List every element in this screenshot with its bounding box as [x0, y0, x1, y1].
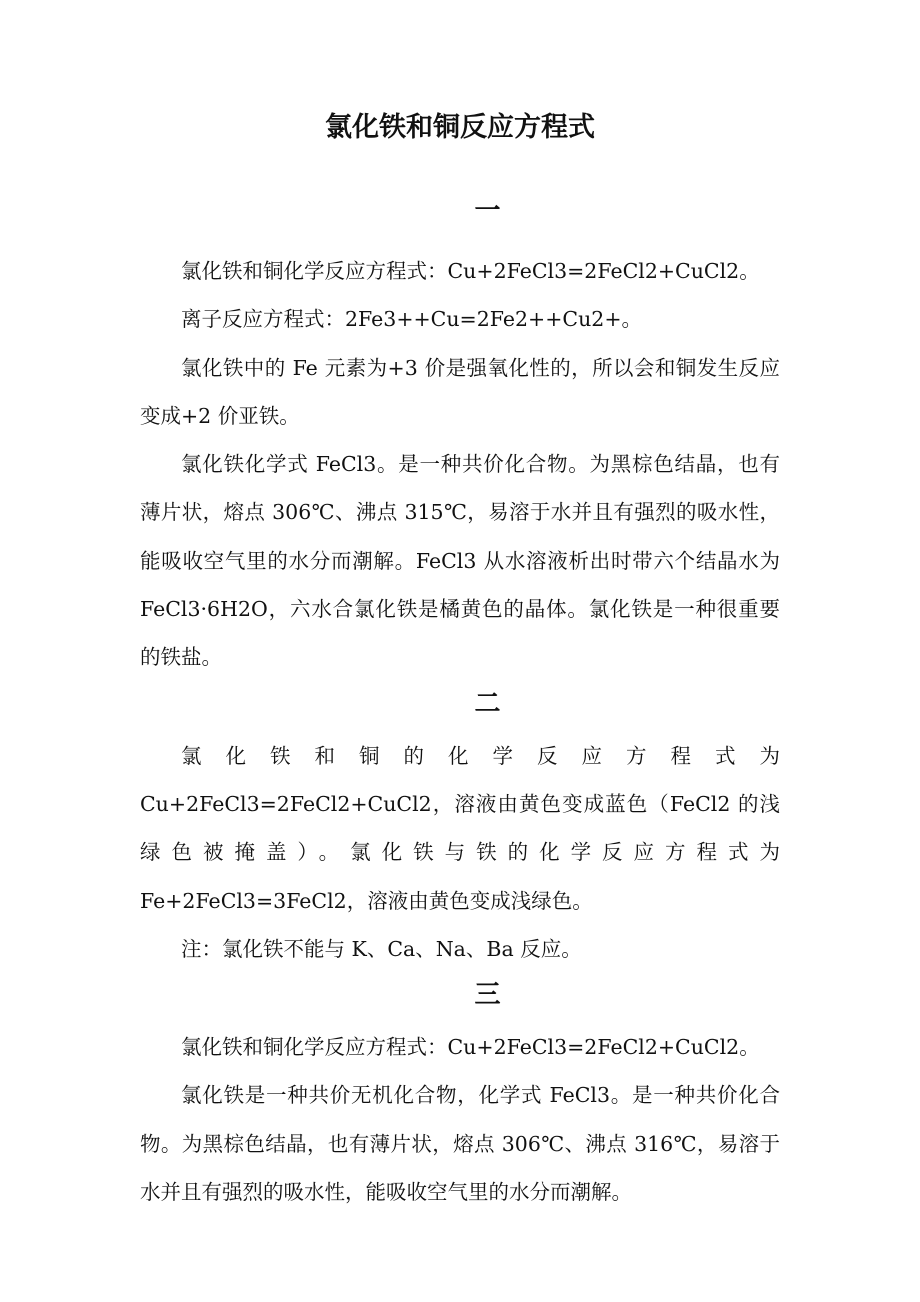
section-heading-2: 二 — [474, 688, 501, 719]
paragraph: 离子反应方程式：2Fe3++Cu=2Fe2++Cu2+。 — [181, 307, 643, 332]
document-title: 氯化铁和铜反应方程式 — [325, 112, 595, 143]
paragraph: 氯化铁和铜化学反应方程式：Cu+2FeCl3=2FeCl2+CuCl2。 — [181, 1035, 760, 1060]
paragraph: 氯化铁是一种共价无机化合物，化学式 FeCl3。是一种共价化合物。为黑棕色结晶，也有薄片状，熔点 306℃、沸点 316℃，易溶于水并且有强烈的吸水性，能吸收空气里的水分而潮解。 — [140, 1083, 780, 1205]
paragraph: 氯化铁化学式 FeCl3。是一种共价化合物。为黑棕色结晶，也有薄片状，熔点 306℃、沸点 315℃，易溶于水并且有强烈的吸水性，能吸收空气里的水分而潮解。FeCl3 从水溶液析出时带六个结晶水为 FeCl3·6H2O，六水合氯化铁是橘黄色的晶体。氯化铁是一种很重要的铁盐。 — [140, 452, 780, 670]
paragraph: 氯化铁和铜的化学反应方程式为 Cu+2FeCl3=2FeCl2+CuCl2，溶液由黄色变成蓝色（FeCl2 的浅绿色被掩盖）。氯化铁与铁的化学反应方程式为 Fe+2FeCl3=3FeCl2，溶液由黄色变成浅绿色。 — [140, 743, 780, 913]
section-heading-1: 一 — [474, 196, 501, 226]
paragraph: 注：氯化铁不能与 K、Ca、Na、Ba 反应。 — [181, 936, 582, 961]
paragraph: 氯化铁和铜化学反应方程式：Cu+2FeCl3=2FeCl2+CuCl2。 — [181, 259, 760, 283]
section-heading-3: 三 — [474, 980, 501, 1011]
paragraph: 氯化铁中的 Fe 元素为+3 价是强氧化性的，所以会和铜发生反应变成+2 价亚铁。 — [140, 355, 780, 428]
